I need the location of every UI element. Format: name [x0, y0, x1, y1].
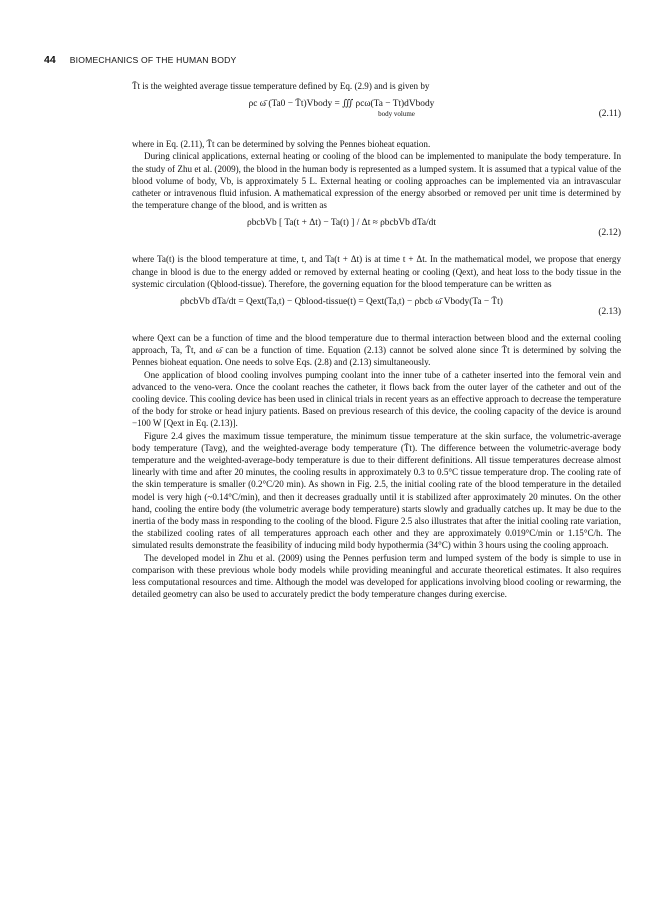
running-header	[44, 50, 236, 66]
paragraph: One application of blood cooling involves pumping coolant into the inner tube of a catheter inserted into the femoral vein and advanced to the veno-vera. Once the coolant reaches the catheter, it flows back from the outer layer of the catheter and out of the cooling device. This cooling device has been used in clinical trials in recent years as an effective approach to decrease the temperature of the body for stroke or head injury patients. Based on previous research of this device, the cooling capacity of the device is around −100 W [Qext in Eq. (2.13)].	[132, 369, 621, 429]
equation-2-13	[132, 296, 621, 332]
running-title: BIOMECHANICS OF THE HUMAN BODY	[69, 55, 237, 65]
paragraph: where in Eq. (2.11), T̄t can be determined by solving the Pennes bioheat equation.	[132, 139, 431, 150]
equation-number: (2.12)	[598, 228, 621, 239]
equation-expression: ρc ω̄ (Ta0 − T̄t)Vbody = ∭ ρcω(Ta − Tt)dVbody body volume	[132, 98, 551, 120]
equation-2-11	[132, 98, 621, 138]
paragraph: During clinical applications, external heating or cooling of the blood can be implemented to manipulate the body temperature. In the study of Zhu et al. (2009), the blood in the human body is represented as a lumped system. It is assumed that a typical value of the blood volume of body, Vb, is approximately 5 L. External heating or cooling approaches can be implemented via an intravascular catheter or intravenous fluid infusion. A mathematical expression of the energy absorbed or removed per unit time is determined by the temperature change of the blood, and is written as	[132, 151, 621, 211]
paragraph: The developed model in Zhu et al. (2009) using the Pennes perfusion term and lumped system of the body is simple to use in comparison with these previous whole body models while providing meaningful and accurate theoretical estimates. It also requires less computational resources and time. Although the model was developed for applications involving blood cooling or rewarming, the detailed geometry can also be used to accurately predict the body temperature changes during exercise.	[132, 552, 621, 600]
page-body	[132, 80, 621, 601]
paragraph: Figure 2.4 gives the maximum tissue temperature, the minimum tissue temperature at the skin surface, the volumetric-average body temperature (Tavg), and the weighted-average body temperature (T̄t). The difference between the volumetric-average body temperature and the weighted-average-body temperature is due to their different definitions. All tissue temperatures decrease almost linearly with time and after 20 minutes, the cooling results in approximately 0.3 to 0.5°C tissue temperature drop. The cooling rate of the skin temperature is smaller (0.2°C/20 min). As shown in Fig. 2.5, the initial cooling rate of the blood temperature in the detailed model is very high (~0.14°C/min), and then it decreases gradually until it is stabilized after approximately 20 minutes. On the other hand, cooling the entire body (the volumetric average body temperature) starts slowly and gradually catches up. It may be due to the inertia of the body mass in responding to the cooling of the blood. Figure 2.5 also illustrates that after the initial cooling rate variation, the stabilized cooling rates of all temperatures approach each other and they are approximately 0.019°C/min or 1.15°C/h. The simulated results demonstrate the feasibility of inducing mild body hypothermia (34°C) within 3 hours using the cooling approach.	[132, 430, 621, 551]
equation-2-12	[132, 217, 621, 253]
equation-number: (2.13)	[598, 307, 621, 318]
paragraph: where Ta(t) is the blood temperature at time, t, and Ta(t + Δt) is at time t + Δt. In the mathematical model, we propose that energy change in blood is due to the energy added or removed by external heating or cooling (Qext), and heat loss to the body tissue in the systemic circulation (Qblood-tissue). Therefore, the governing equation for the blood temperature can be written as	[132, 254, 621, 289]
equation-expression: ρbcbVb [ Ta(t + Δt) − Ta(t) ] / Δt ≈ ρbcbVb dTa/dt	[247, 218, 436, 229]
page-number: 44	[44, 54, 56, 66]
paragraph: T̄t is the weighted average tissue temperature defined by Eq. (2.9) and is given by	[132, 81, 430, 91]
equation-number: (2.11)	[598, 109, 621, 120]
equation-subscript: body volume	[378, 110, 415, 119]
paragraph: where Qext can be a function of time and the blood temperature due to thermal interaction between blood and the external cooling approach, Ta, T̄t, and ω̄ can be a function of time. Equation (2.13) cannot be solved alone since T̄t is determined by solving the Pennes bioheat equation. One needs to solve Eqs. (2.8) and (2.13) simultaneously.	[132, 333, 621, 368]
equation-expression: ρbcbVb dTa/dt = Qext(Ta,t) − Qblood-tissue(t) = Qext(Ta,t) − ρbcb ω̄ Vbody(Ta − T̄t)	[180, 297, 503, 308]
